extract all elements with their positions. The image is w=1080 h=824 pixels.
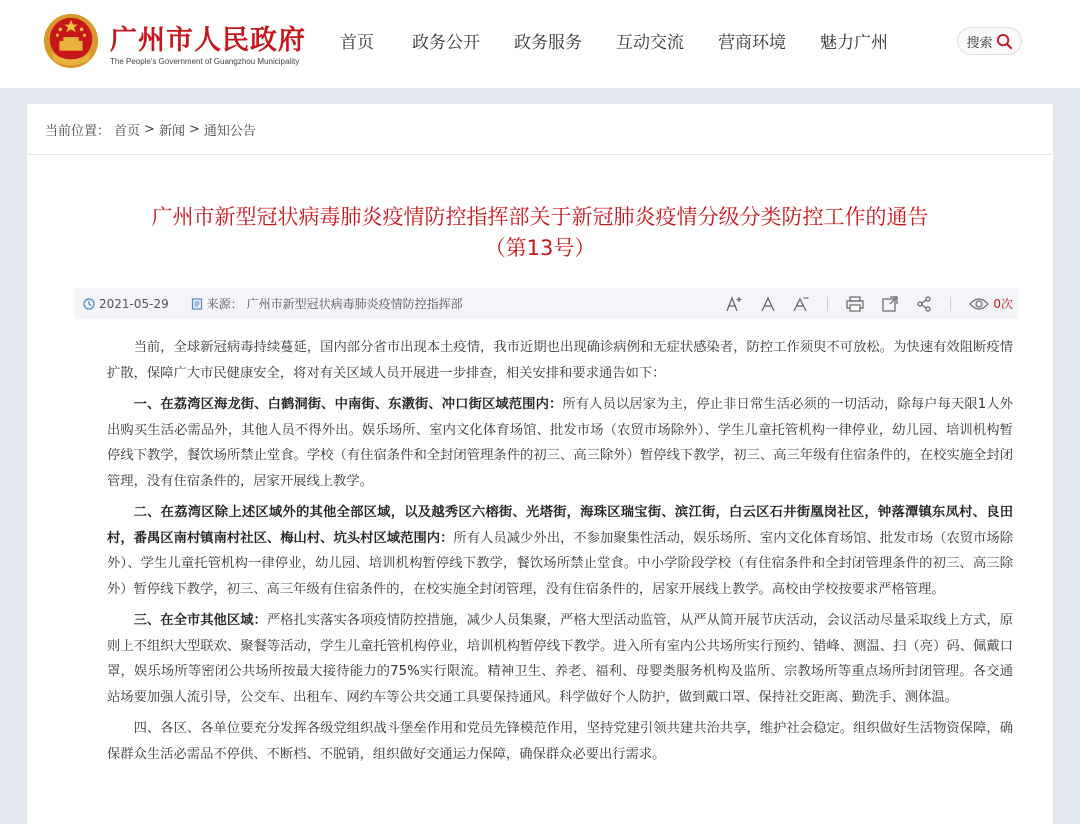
tool-divider [950, 297, 951, 311]
article-tools [707, 288, 1013, 319]
nav-item-business-environment[interactable]: 营商环境 [718, 33, 786, 53]
search-icon [996, 33, 1013, 50]
font-increase-icon[interactable] [725, 296, 743, 312]
article-date: 2021-05-29 [99, 296, 169, 311]
print-icon[interactable] [846, 296, 864, 312]
article-paragraph: 三、在全市其他区域：严格扎实落实各项疫情防控措施，减少人员集聚，严格大型活动监管，从严从简开展节庆活动，会议活动尽量采取线上方式，原则上不组织大型联欢、聚餐等活动，学生儿童托管机构停业，培训机构暂停线下教学。进入所有室内公共场所实行预约、错峰、测温、扫（亮）码、佩戴口罩，娱乐场所等密闭公共场所按最大接待能力的75%实行限流。精神卫生、养老、福利、母婴类服务机构及监所、宗教场所等重点场所封闭管理。各交通站场要加强人流引导，公交车、出租车、网约车等公共交通工具要保持通风。科学做好个人防护，做到戴口罩、保持社交距离、勤洗手、测体温。 [107, 613, 1014, 705]
view-count-value: 0次 [993, 297, 1013, 311]
search-button[interactable] [957, 27, 1022, 55]
article-title-line2: （第13号） [484, 236, 596, 260]
tool-divider [827, 297, 828, 311]
site-title[interactable]: 广州市人民政府 [110, 25, 306, 56]
nav-item-government-services[interactable]: 政务服务 [514, 33, 582, 53]
breadcrumb-item-notices[interactable]: 通知公告 [203, 123, 256, 139]
breadcrumb-prefix: 当前位置： [45, 123, 111, 139]
search-label: 搜索 [966, 35, 993, 51]
article-paragraph: 一、在荔湾区海龙街、白鹤洞街、中南街、东漖街、冲口街区域范围内：所有人员以居家为主，停止非日常生活必须的一切活动，除每户每天限1人外出购买生活必需品外，其他人员不得外出。娱乐场所、室内文化体育场馆、批发市场（农贸市场除外）、学生儿童托管机构一律停业，幼儿园、培训机构暂停线下教学，餐饮场所禁止堂食。学校（有住宿条件和全封闭管理条件的初三、高三除外）暂停线下教学，初三、高三年级有住宿条件的，在校实施全封闭管理，没有住宿条件的，居家开展线上教学。 [107, 397, 1014, 489]
article-paragraph: 四、各区、各单位要充分发挥各级党组织战斗堡垒作用和党员先锋模范作用，坚持党建引领共建共治共享，维护社会稳定。组织做好生活物资保障，确保群众生活必需品不停供、不断档、不脱销，组织做好交通运力保障，确保群众必要出行需求。 [107, 721, 1013, 762]
paragraph-heading: 一、在荔湾区海龙街、白鹤洞街、中南街、东漖街、冲口街区域范围内： [133, 397, 563, 412]
breadcrumb-item-home[interactable]: 首页 [114, 123, 141, 139]
paragraph-heading: 三、在全市其他区域： [133, 613, 267, 628]
article-paragraph: 二、在荔湾区除上述区域外的其他全部区域，以及越秀区六榕街、光塔街，海珠区瑞宝街、滨江街，白云区石井街凰岗社区，钟落潭镇东凤村、良田村，番禺区南村镇南村社区、梅山村、坑头村区域范围内：所有人员减少外出，不参加聚集性活动，娱乐场所、室内文化体育场馆、批发市场（农贸市场除外）、学生儿童托管机构一律停业，幼儿园、培训机构暂停线下教学，餐饮场所禁止堂食。中小学阶段学校（有住宿条件和全封闭管理条件的初三、高三除外）暂停线下教学，初三、高三年级有住宿条件的，在校实施全封闭管理，没有住宿条件的，居家开展线上教学。高校由学校按要求严格管理。 [107, 505, 1013, 597]
nav-item-open-government[interactable]: 政务公开 [412, 33, 480, 53]
national-emblem-icon[interactable] [42, 12, 100, 70]
nav-item-home[interactable]: 首页 [340, 33, 374, 53]
nav-item-interaction[interactable]: 互动交流 [616, 33, 684, 53]
article-title [27, 202, 1053, 264]
article-body [107, 335, 1013, 767]
clock-icon [83, 298, 95, 310]
share-window-icon[interactable] [882, 296, 898, 312]
document-icon [191, 298, 203, 310]
font-decrease-icon[interactable] [793, 296, 809, 312]
nav-item-charm-guangzhou[interactable]: 魅力广州 [820, 33, 888, 53]
main-nav [340, 28, 922, 53]
breadcrumb-separator: > [188, 121, 200, 137]
breadcrumb-item-news[interactable]: 新闻 [158, 123, 185, 139]
article-paragraph: 当前，全球新冠病毒持续蔓延，国内部分省市出现本土疫情，我市近期也出现确诊病例和无症状感染者，防控工作须臾不可放松。为快速有效阻断疫情扩散，保障广大市民健康安全，将对有关区域人员开展进一步排查，相关安排和要求通告如下： [107, 340, 1013, 381]
eye-icon [969, 297, 989, 311]
breadcrumb-separator: > [144, 121, 155, 137]
view-count [969, 295, 1013, 312]
article-source: 来源： 广州市新型冠状病毒肺炎疫情防控指挥部 [206, 297, 463, 311]
paragraph-heading: 二、在荔湾区除上述区域外的其他全部区域，以及越秀区六榕街、光塔街，海珠区瑞宝街、滨江街，白云区石井街凰岗社区，钟落潭镇东凤村、良田村，番禺区南村镇南村社区、梅山村、坑头村区域范围内： [107, 505, 1013, 546]
font-normal-icon[interactable] [761, 296, 775, 312]
site-header [0, 0, 1080, 88]
article-card [27, 104, 1053, 824]
article-meta-bar [75, 288, 1019, 319]
article-title-line1: 广州市新型冠状病毒肺炎疫情防控指挥部关于新冠肺炎疫情分级分类防控工作的通告 [151, 205, 929, 229]
breadcrumb [27, 104, 1053, 155]
share-icon[interactable] [916, 296, 932, 312]
site-subtitle: The People's Government of Guangzhou Municipality [110, 57, 300, 66]
